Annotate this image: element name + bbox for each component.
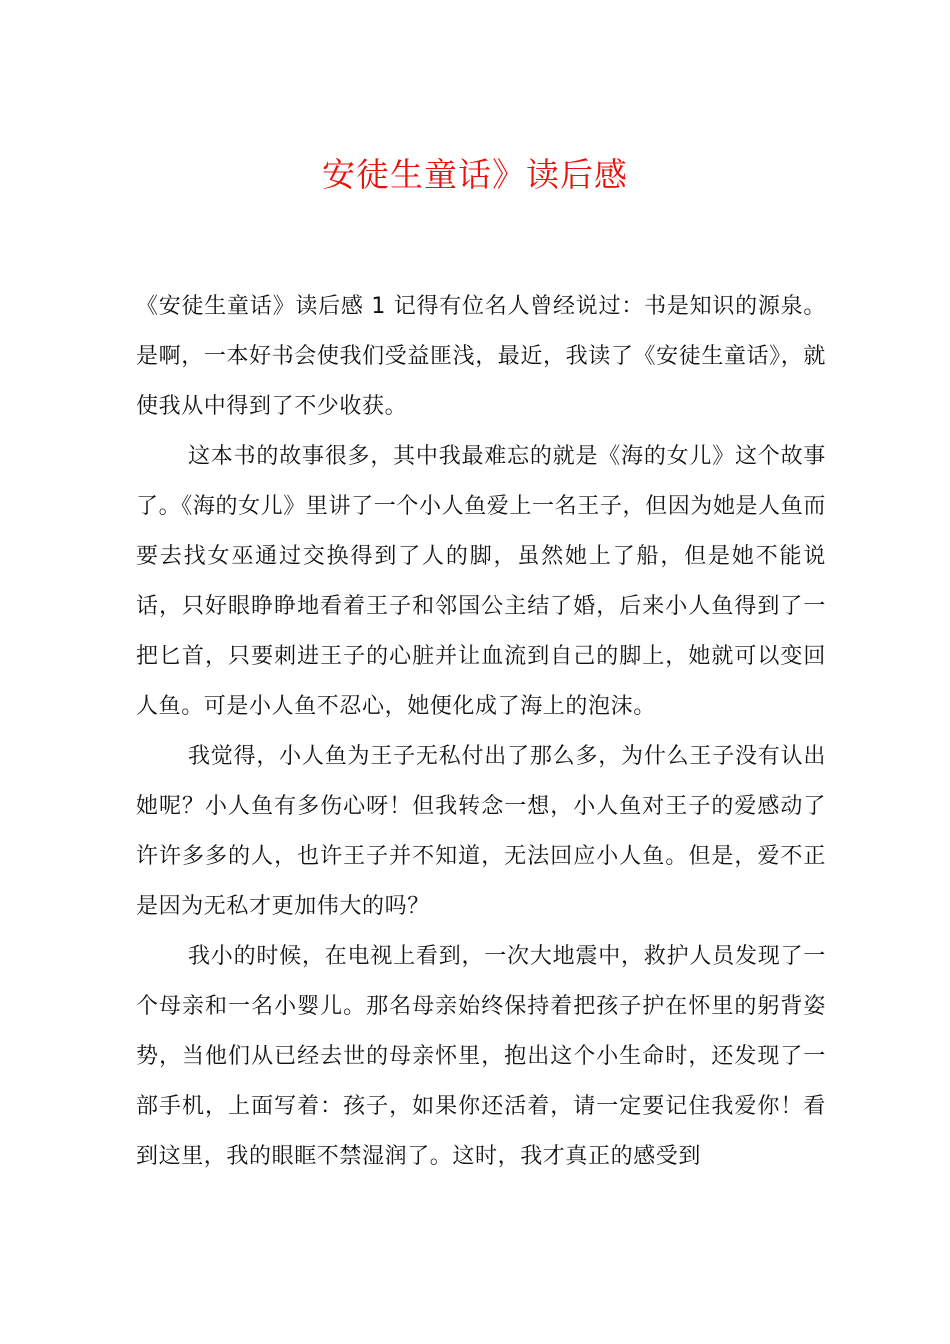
- paragraph-1: 《安徒生童话》读后感 1 记得有位名人曾经说过：书是知识的源泉。是啊，一本好书会使我们受益匪浅，最近，我读了《安徒生童话》，就使我从中得到了不少收获。: [136, 294, 826, 419]
- document-body: [136, 282, 826, 1182]
- document-title: 安徒生童话》读后感: [322, 155, 628, 194]
- paragraph-4: 我小的时候，在电视上看到，一次大地震中，救护人员发现了一个母亲和一名小婴儿。那名母亲始终保持着把孩子护在怀里的躬背姿势，当他们从已经去世的母亲怀里，抱出这个小生命时，还发现了一部手机，上面写着：孩子，如果你还活着，请一定要记住我爱你！看到这里，我的眼眶不禁湿润了。这时，我才真正的感受到: [136, 944, 826, 1169]
- paragraph-3: 我觉得，小人鱼为王子无私付出了那么多，为什么王子没有认出她呢？小人鱼有多伤心呀！但我转念一想，小人鱼对王子的爱感动了许许多多的人，也许王子并不知道，无法回应小人鱼。但是，爱不正是因为无私才更加伟大的吗？: [136, 744, 826, 919]
- paragraph-2: 这本书的故事很多，其中我最难忘的就是《海的女儿》这个故事了。《海的女儿》里讲了一个小人鱼爱上一名王子，但因为她是人鱼而要去找女巫通过交换得到了人的脚，虽然她上了船，但是她不能说话，只好眼睁睁地看着王子和邻国公主结了婚，后来小人鱼得到了一把匕首，只要刺进王子的心脏并让血流到自己的脚上，她就可以变回人鱼。可是小人鱼不忍心，她便化成了海上的泡沫。: [136, 444, 826, 719]
